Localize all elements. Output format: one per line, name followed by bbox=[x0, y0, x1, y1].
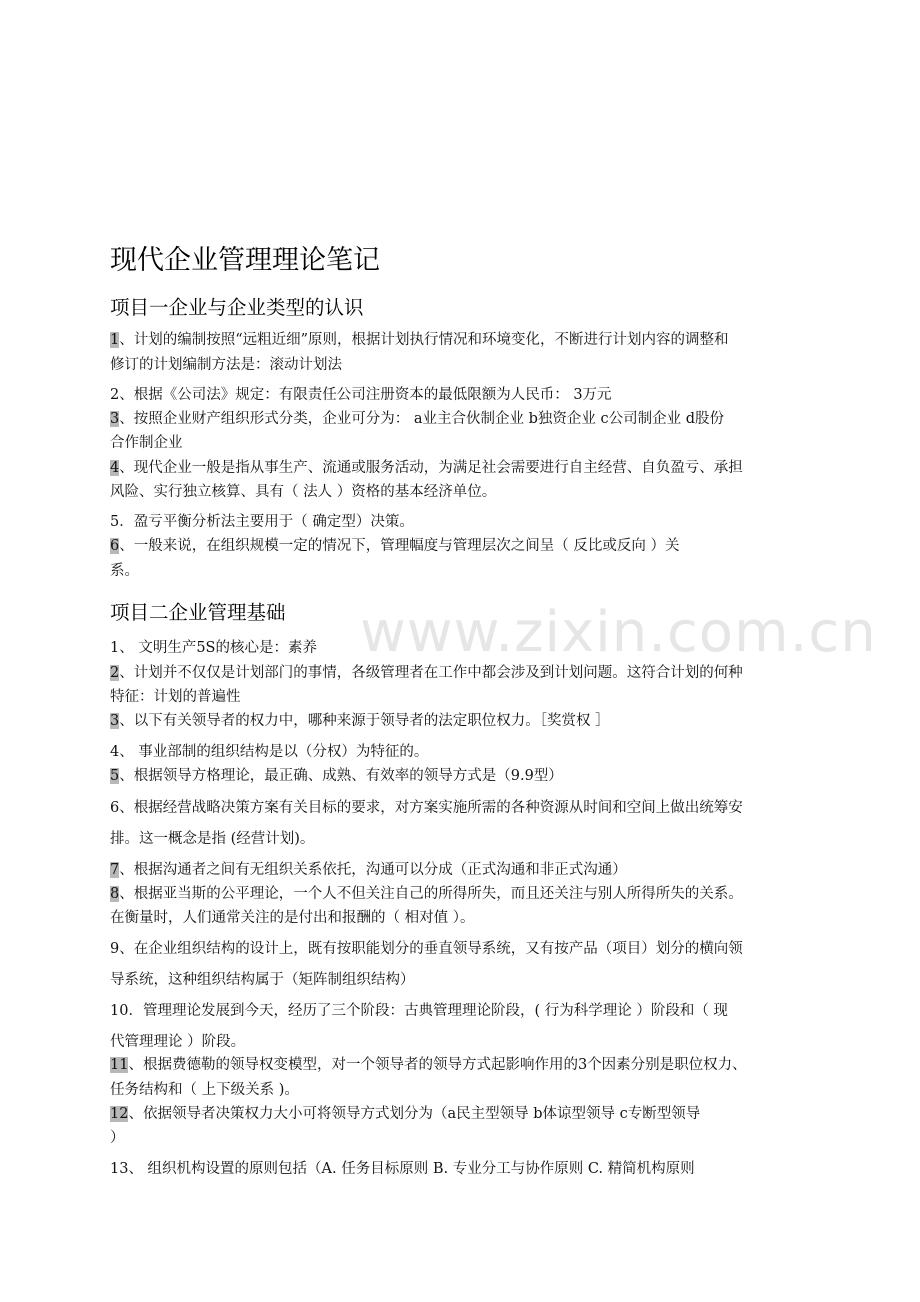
line-text: 任务结构和（ 上下级关系 )。 bbox=[110, 1082, 299, 1098]
text-line bbox=[110, 333, 729, 348]
line-text: 合作制企业 bbox=[110, 435, 183, 451]
line-text: 、计划的编制按照“远粗近细”原则，根据计划执行情况和环境变化，不断进行计划内容的调整和 bbox=[119, 332, 729, 348]
line-text: 、以下有关领导者的权力中，哪种来源于领导者的法定职位权力。［奖赏权 ］ bbox=[119, 713, 610, 729]
line-text: 6、根据经营战略决策方案有关目标的要求，对方案实施所需的各种资源从时间和空间上做出统筹安 bbox=[110, 800, 743, 816]
text-line bbox=[110, 714, 610, 729]
item-number: 4 bbox=[110, 460, 120, 476]
item-number: 2 bbox=[110, 665, 120, 681]
item-number: 7 bbox=[110, 862, 120, 878]
text-line bbox=[110, 769, 563, 784]
line-text: 4、 事业部制的组织结构是以（分权）为特征的。 bbox=[110, 744, 429, 760]
line-text: 、根据费德勒的领导权变模型，对一个领导者的领导方式起影响作用的3个因素分别是职位权力、 bbox=[128, 1057, 747, 1073]
item-number: 3 bbox=[110, 411, 120, 427]
line-text: 、一般来说，在组织规模一定的情况下，管理幅度与管理层次之间呈（ 反比或反向 ）关 bbox=[119, 538, 680, 554]
text-line bbox=[110, 887, 743, 902]
text-line bbox=[110, 641, 317, 656]
line-text: 系。 bbox=[110, 563, 139, 579]
line-text: 13、 组织机构设置的原则包括（A. 任务目标原则 B. 专业分工与协作原则 C. 精简机构原则 bbox=[110, 1161, 695, 1177]
text-line bbox=[110, 1035, 245, 1050]
text-line bbox=[110, 1058, 747, 1073]
text-line bbox=[110, 942, 743, 957]
line-text: 2、根据《公司法》规定：有限责任公司注册资本的最低限额为人民币： 3万元 bbox=[110, 387, 612, 403]
text-line bbox=[110, 1004, 728, 1019]
line-text: 、现代企业一般是指从事生产、流通或服务活动，为满足社会需要进行自主经营、自负盈亏、承担 bbox=[119, 460, 743, 476]
text-line bbox=[110, 539, 679, 554]
text-line bbox=[110, 1083, 299, 1098]
line-text: 、按照企业财产组织形式分类，企业可分为： a业主合伙制企业 b独资企业 c公司制企业 d股份 bbox=[119, 411, 724, 427]
item-number: 12 bbox=[110, 1106, 129, 1122]
text-line bbox=[110, 412, 724, 427]
text-line bbox=[110, 564, 139, 579]
text-line bbox=[110, 358, 342, 373]
watermark: www.zixin.com.cn bbox=[360, 600, 877, 665]
text-line bbox=[110, 1131, 125, 1146]
item-number: 6 bbox=[110, 538, 120, 554]
text-line bbox=[110, 801, 743, 816]
text-line bbox=[110, 666, 743, 681]
text-line bbox=[110, 1162, 695, 1177]
item-number: 3 bbox=[110, 713, 120, 729]
text-line bbox=[110, 515, 414, 530]
text-line bbox=[110, 690, 241, 705]
line-text: 、计划并不仅仅是计划部门的事情，各级管理者在工作中都会涉及到计划问题。这符合计划的何种 bbox=[119, 665, 743, 681]
item-number: 5 bbox=[110, 768, 120, 784]
line-text: 1、 文明生产5S的核心是：素养 bbox=[110, 640, 317, 656]
line-text: 修订的计划编制方法是：滚动计划法 bbox=[110, 357, 342, 373]
line-text: 排。这一概念是指 (经营计划)。 bbox=[110, 831, 315, 847]
section-heading-2: 项目二企业管理基础 bbox=[110, 601, 286, 624]
text-line bbox=[110, 485, 496, 500]
line-text: 在衡量时，人们通常关注的是付出和报酬的（ 相对值 ）。 bbox=[110, 910, 475, 926]
text-line bbox=[110, 863, 627, 878]
line-text: ） bbox=[110, 1130, 125, 1146]
line-text: 、依据领导者决策权力大小可将领导方式划分为（a民主型领导 b体谅型领导 c专断型领导 bbox=[128, 1106, 701, 1122]
line-text: 导系统，这种组织结构属于（矩阵制组织结构） bbox=[110, 972, 415, 988]
line-text: 、根据领导方格理论，最正确、成熟、有效率的领导方式是（9.9型） bbox=[119, 768, 563, 784]
line-text: 9、在企业组织结构的设计上，既有按职能划分的垂直领导系统，又有按产品（项目）划分的横向领 bbox=[110, 941, 743, 957]
line-text: 10．管理理论发展到今天，经历了三个阶段：古典管理理论阶段，( 行为科学理论 ）阶段和（ 现 bbox=[110, 1003, 728, 1019]
text-line bbox=[110, 973, 415, 988]
text-line bbox=[110, 1107, 700, 1122]
section-heading-1: 项目一企业与企业类型的认识 bbox=[110, 296, 364, 319]
text-line bbox=[110, 832, 314, 847]
item-number: 11 bbox=[110, 1057, 129, 1073]
line-text: 特征：计划的普遍性 bbox=[110, 689, 241, 705]
item-number: 8 bbox=[110, 886, 120, 902]
text-line bbox=[110, 388, 612, 403]
document-title: 现代企业管理理论笔记 bbox=[110, 245, 380, 276]
line-text: 、根据沟通者之间有无组织关系依托，沟通可以分成（正式沟通和非正式沟通） bbox=[119, 862, 627, 878]
text-line bbox=[110, 461, 743, 476]
text-line bbox=[110, 911, 474, 926]
line-text: 、根据亚当斯的公平理论，一个人不但关注自己的所得所失，而且还关注与别人所得所失的关系。 bbox=[119, 886, 743, 902]
line-text: 风险、实行独立核算、具有（ 法人 ）资格的基本经济单位。 bbox=[110, 484, 497, 500]
text-line bbox=[110, 436, 183, 451]
line-text: 代管理理论 ）阶段。 bbox=[110, 1034, 246, 1050]
item-number: 1 bbox=[110, 332, 120, 348]
line-text: 5．盈亏平衡分析法主要用于（ 确定型）决策。 bbox=[110, 514, 414, 530]
text-line bbox=[110, 745, 428, 760]
